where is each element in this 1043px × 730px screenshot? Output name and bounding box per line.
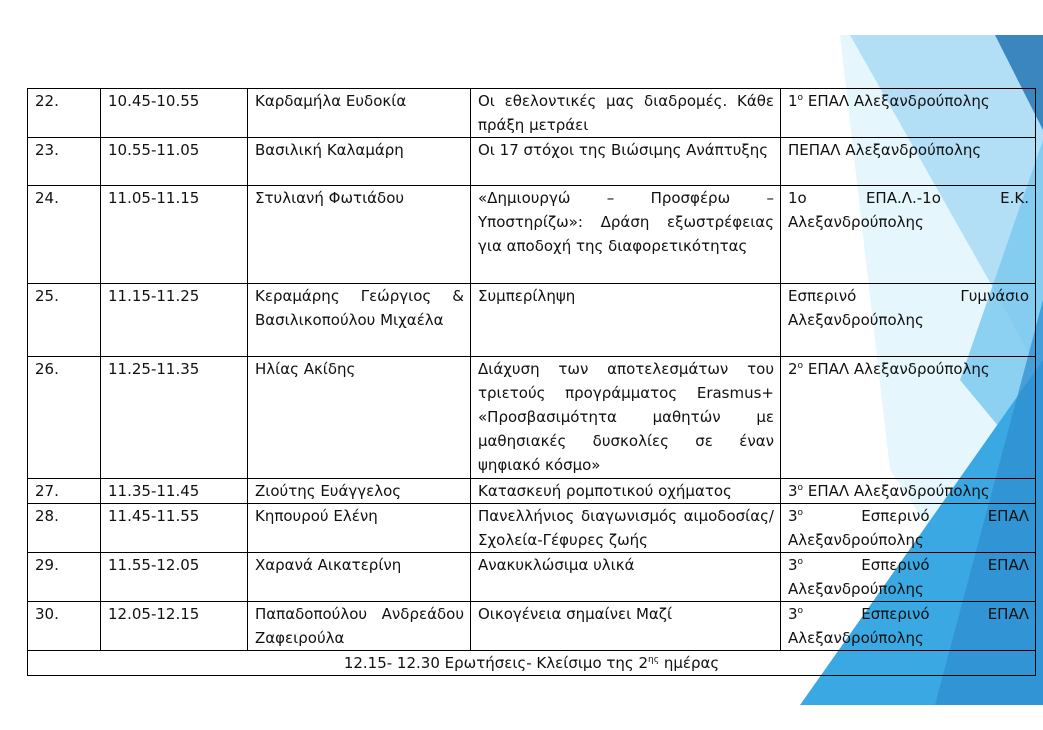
- time-slot: 10.45-10.55: [101, 89, 248, 138]
- session-number: 30.: [28, 602, 101, 651]
- school-name: Εσπερινό Γυμνάσιο Αλεξανδρούπολης: [781, 284, 1036, 357]
- presenter-name: Ζιούτης Ευάγγελος: [248, 479, 471, 504]
- table-row: [28, 284, 1036, 357]
- time-slot: 12.05-12.15: [101, 602, 248, 651]
- footer-row: [28, 651, 1036, 676]
- schedule-body: [28, 89, 1036, 676]
- session-number: 26.: [28, 357, 101, 479]
- table-row: [28, 602, 1036, 651]
- time-slot: 11.45-11.55: [101, 504, 248, 553]
- time-slot: 11.25-11.35: [101, 357, 248, 479]
- session-number: 28.: [28, 504, 101, 553]
- presenter-name: Στυλιανή Φωτιάδου: [248, 186, 471, 284]
- time-slot: 10.55-11.05: [101, 138, 248, 186]
- session-number: 23.: [28, 138, 101, 186]
- table-row: [28, 89, 1036, 138]
- presentation-topic: Ανακυκλώσιμα υλικά: [471, 553, 781, 602]
- table-row: [28, 479, 1036, 504]
- table-row: [28, 553, 1036, 602]
- session-number: 27.: [28, 479, 101, 504]
- presenter-name: Ηλίας Ακίδης: [248, 357, 471, 479]
- presenter-name: Χαρανά Αικατερίνη: [248, 553, 471, 602]
- school-name: $3^o$ ΕΠΑΛ Αλεξανδρούπολης: [781, 479, 1036, 504]
- school-name: 1ο ΕΠΑ.Λ.-1ο Ε.Κ. Αλεξανδρούπολης: [781, 186, 1036, 284]
- session-number: 24.: [28, 186, 101, 284]
- school-name: $2^o$ ΕΠΑΛ Αλεξανδρούπολης: [781, 357, 1036, 479]
- time-slot: 11.15-11.25: [101, 284, 248, 357]
- presentation-topic: Οι 17 στόχοι της Βιώσιμης Ανάπτυξης: [471, 138, 781, 186]
- presentation-topic: Οι εθελοντικές μας διαδρομές. Κάθε πράξη μετράει: [471, 89, 781, 138]
- presenter-name: Κεραμάρης Γεώργιος & Βασιλικοπούλου Μιχαέλα: [248, 284, 471, 357]
- presenter-name: Βασιλική Καλαμάρη: [248, 138, 471, 186]
- schedule-table: [27, 88, 1036, 676]
- session-number: 25.: [28, 284, 101, 357]
- table-row: [28, 138, 1036, 186]
- school-name: $1^o$ ΕΠΑΛ Αλεξανδρούπολης: [781, 89, 1036, 138]
- session-number: 29.: [28, 553, 101, 602]
- school-name: $3^o$ Εσπερινό ΕΠΑΛ Αλεξανδρούπολης: [781, 602, 1036, 651]
- presentation-topic: Συμπερίληψη: [471, 284, 781, 357]
- presentation-topic: Οικογένεια σημαίνει Μαζί: [471, 602, 781, 651]
- time-slot: 11.55-12.05: [101, 553, 248, 602]
- table-row: [28, 504, 1036, 553]
- school-name: $3^o$ Εσπερινό ΕΠΑΛ Αλεξανδρούπολης: [781, 504, 1036, 553]
- school-name: $3^o$ Εσπερινό ΕΠΑΛ Αλεξανδρούπολης: [781, 553, 1036, 602]
- presentation-topic: Πανελλήνιος διαγωνισμός αιμοδοσίας/Σχολεία-Γέφυρες ζωής: [471, 504, 781, 553]
- presenter-name: Παπαδοπούλου Ανδρεάδου Ζαφειρούλα: [248, 602, 471, 651]
- presentation-topic: «Δημιουργώ – Προσφέρω – Υποστηρίζω»: Δράση εξωστρέφειας για αποδοχή της διαφορετικότητας: [471, 186, 781, 284]
- presenter-name: Καρδαμήλα Ευδοκία: [248, 89, 471, 138]
- presenter-name: Κηπουρού Ελένη: [248, 504, 471, 553]
- presentation-topic: Διάχυση των αποτελεσμάτων του τριετούς προγράμματος Erasmus+ «Προσβασιμότητα μαθητών με μαθησιακές δυσκολίες σε έναν ψηφιακό κόσμο»: [471, 357, 781, 479]
- presentation-topic: Κατασκευή ρομποτικού οχήματος: [471, 479, 781, 504]
- table-row: [28, 357, 1036, 479]
- closing-note: 12.15- 12.30 Ερωτήσεις- Κλείσιμο της $2^{\eta\varsigma}$ ημέρας: [28, 651, 1036, 676]
- table-row: [28, 186, 1036, 284]
- time-slot: 11.05-11.15: [101, 186, 248, 284]
- school-name: ΠΕΠΑΛ Αλεξανδρούπολης: [781, 138, 1036, 186]
- time-slot: 11.35-11.45: [101, 479, 248, 504]
- session-number: 22.: [28, 89, 101, 138]
